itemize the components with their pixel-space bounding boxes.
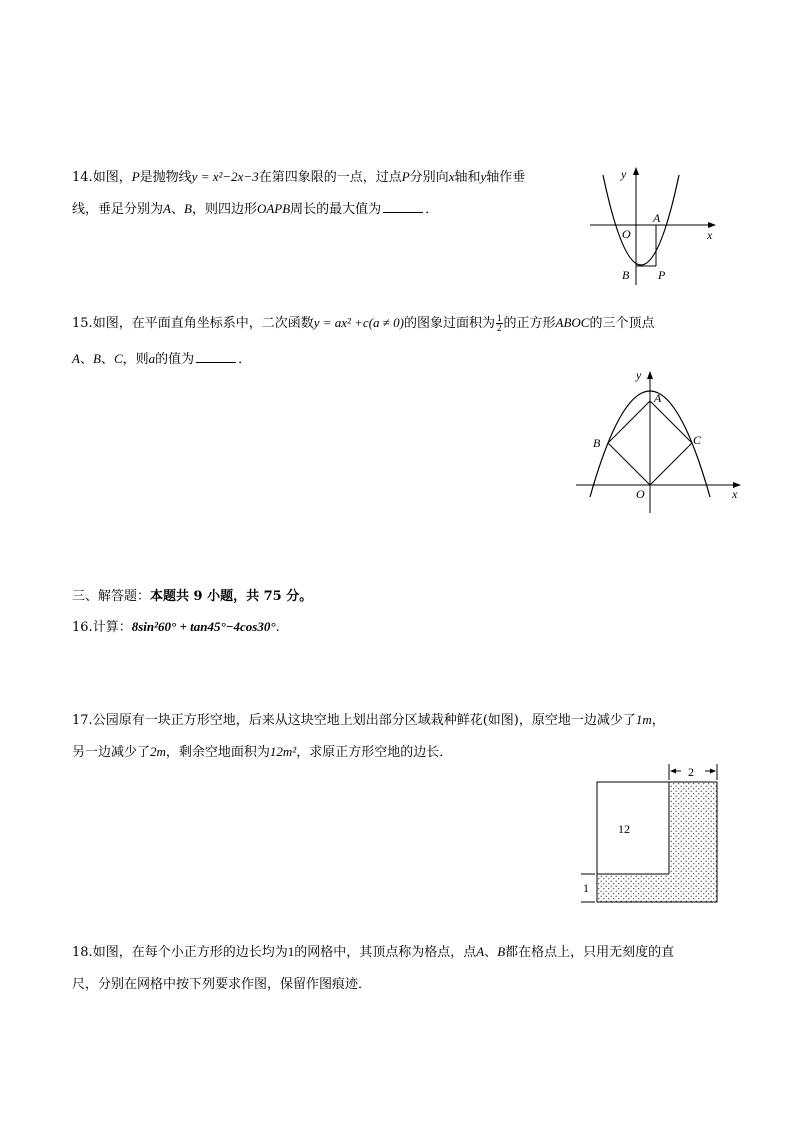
q15-figure [574,367,749,517]
label-O: O [622,227,631,241]
label-y: y [636,368,642,382]
q17-figure [575,760,745,910]
label-x: x [732,487,738,501]
y-axis-arrow-icon [633,167,639,175]
label-C: C [693,433,702,447]
flower-area [597,782,717,902]
parabola-curve [603,175,679,265]
q15-number: 15. [72,316,93,331]
fraction-one-half: $\frac{1}{2}$ [497,313,502,333]
label-A: A [653,211,661,225]
section-heading: 三、解答题：本题共 9 小题，共 75 分。 [72,589,313,604]
label-x: x [707,228,713,242]
label-P: P [658,268,666,282]
q14-formula: y = x²−2x−3 [191,169,259,184]
q14-number: 14. [72,170,93,185]
label-2: 2 [688,765,694,779]
label-12: 12 [618,822,630,836]
q15-formula: y = ax² +c(a ≠ 0) [313,315,404,330]
answer-blank [383,199,423,213]
answer-blank [196,349,236,363]
q17-line1: 17.公园原有一块正方形空地，后来从这块空地上划出部分区域栽种鲜花(如图)，原空地一边减少了1m， [72,712,665,728]
q16-number: 16. [72,620,93,635]
label-O: O [636,487,645,501]
label-y: y [621,167,627,181]
label-A: A [654,391,662,405]
q17-number: 17. [72,713,93,728]
q17-line2: 另一边减少了2m，剩余空地面积为12m²，求原正方形空地的边长． [72,744,453,760]
q14-figure [590,165,720,290]
label-1: 1 [583,881,589,895]
label-B: B [593,436,601,450]
q15-line1: 15.如图，在平面直角坐标系中，二次函数y = ax² +c(a ≠ 0)的图象过面积为 $\frac{1}{2}$ 的正方形ABOC的三个顶点 [72,313,655,333]
q14-line1: 14.如图，P是抛物线y = x²−2x−3在第四象限的一点，过点P分别向x轴和y轴作垂 [72,169,526,185]
q18-number: 18. [72,945,93,960]
arrow-right-icon [710,769,716,774]
q15-line2: A、B、C，则a的值为 ． [72,351,252,367]
q16-formula: 8sin²60° + tan45°−4cos30° [131,619,276,634]
y-axis-arrow-icon [647,371,653,379]
arrow-left-icon [670,769,676,774]
q18-line2: 尺，分别在网格中按下列要求作图，保留作图痕迹． [72,977,372,992]
q16-line1: 16.计算：8sin²60° + tan45°−4cos30°. [72,619,280,635]
label-B: B [622,268,630,282]
q18-line1: 18.如图，在每个小正方形的边长均为1的网格中，其顶点称为格点，点A、B都在格点上，只用无刻度的直 [72,944,675,960]
q14-line2: 线，垂足分别为A、B，则四边形OAPB周长的最大值为 ． [72,201,439,217]
